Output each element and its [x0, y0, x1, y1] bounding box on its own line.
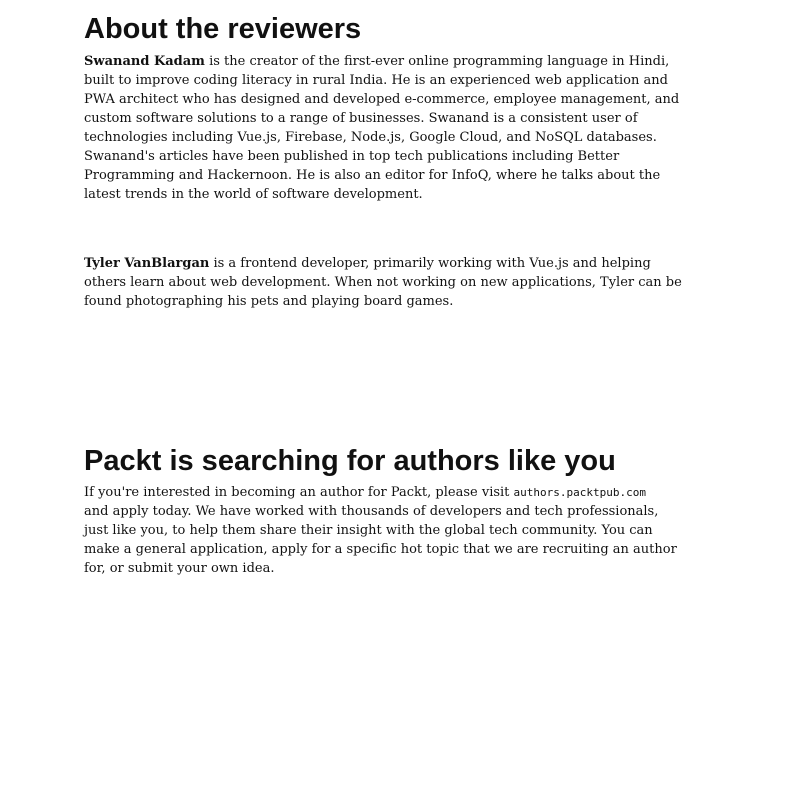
packt-line	[84, 483, 724, 502]
bio-line: found photographing his pets and playing board games.	[84, 294, 454, 309]
packt-line: make a general application, apply for a specific hot topic that we are recruiting an author	[84, 542, 677, 557]
bio-line: others learn about web development. When not working on new applications, Tyler can be	[84, 275, 682, 290]
swanand-bio-paragraph	[84, 52, 724, 204]
packt-authors-link[interactable]: authors.packtpub.com	[513, 486, 646, 499]
reviewer-name-tyler: Tyler VanBlargan	[84, 256, 210, 271]
reviewers-heading: About the reviewers	[84, 13, 362, 45]
bio-line: latest trends in the world of software development.	[84, 187, 423, 202]
packt-line: and apply today. We have worked with thousands of developers and tech professionals,	[84, 504, 659, 519]
packt-heading: Packt is searching for authors like you	[84, 445, 616, 477]
bio-line: technologies including Vue.js, Firebase, Node.js, Google Cloud, and NoSQL databases.	[84, 130, 657, 145]
bio-line: custom software solutions to a range of businesses. Swanand is a consistent user of	[84, 111, 638, 126]
packt-text: If you're interested in becoming an author for Packt, please visit	[84, 485, 514, 500]
tyler-bio-paragraph	[84, 254, 724, 311]
bio-line	[84, 254, 724, 273]
bio-line: Programming and Hackernoon. He is also an editor for InfoQ, where he talks about the	[84, 168, 661, 183]
bio-line: Swanand's articles have been published in top tech publications including Better	[84, 149, 620, 164]
bio-line: PWA architect who has designed and developed e-commerce, employee management, and	[84, 92, 680, 107]
packt-paragraph	[84, 483, 724, 578]
bio-line	[84, 52, 724, 71]
bio-line: built to improve coding literacy in rural India. He is an experienced web application and	[84, 73, 668, 88]
packt-line: just like you, to help them share their insight with the global tech community. You can	[84, 523, 653, 538]
packt-line: for, or submit your own idea.	[84, 561, 275, 576]
reviewer-name-swanand: Swanand Kadam	[84, 54, 205, 69]
bio-text: is a frontend developer, primarily working with Vue.js and helping	[209, 256, 651, 271]
bio-text: is the creator of the first-ever online programming language in Hindi,	[204, 54, 670, 69]
